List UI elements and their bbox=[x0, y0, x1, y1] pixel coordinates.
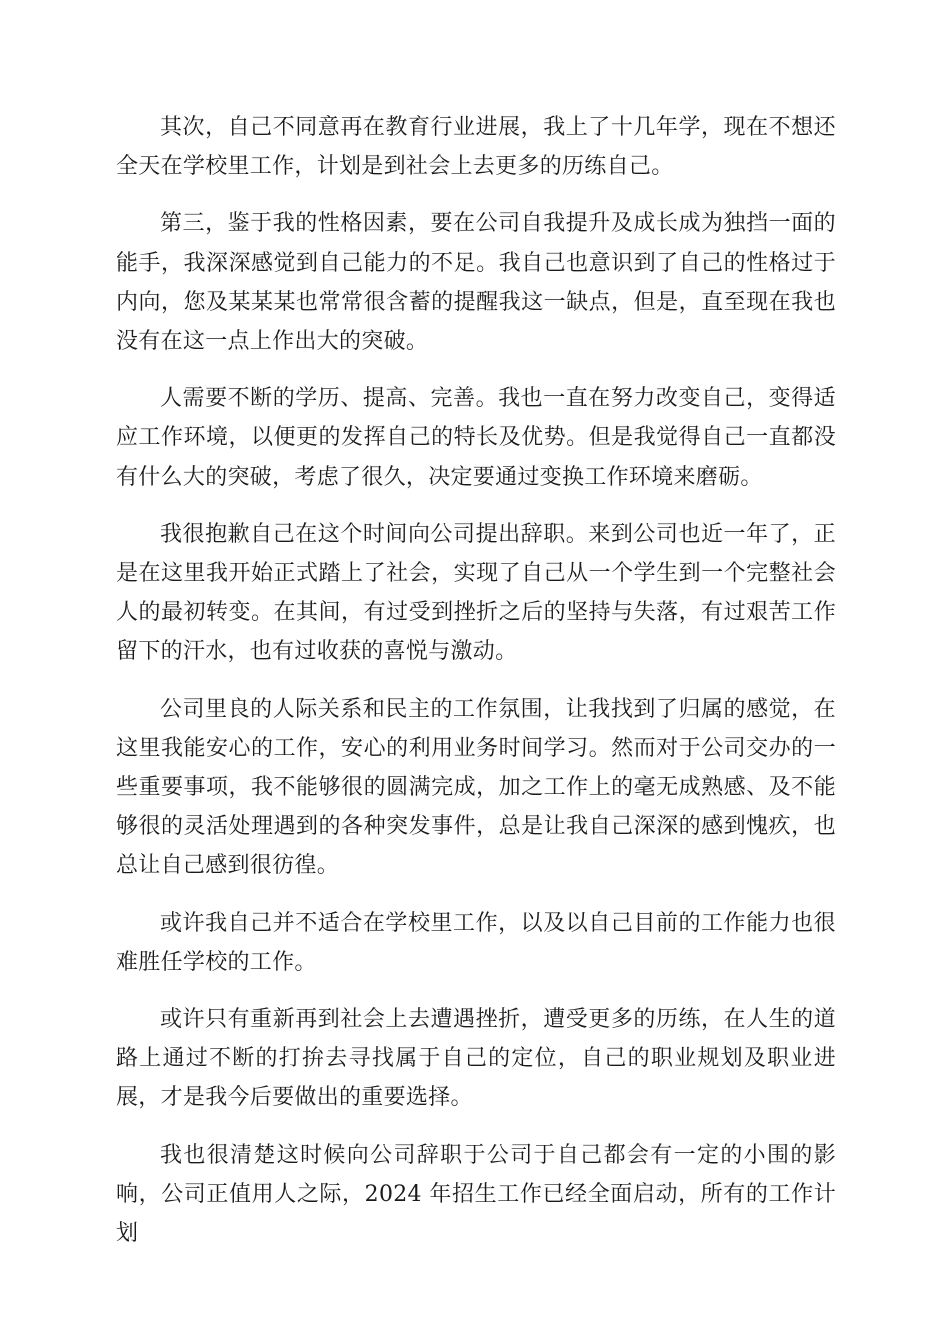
paragraph-1: 其次，自己不同意再在教育行业进展，我上了十几年学，现在不想还全天在学校里工作，计划是到社会上去更多的历练自己。 bbox=[116, 115, 836, 180]
paragraph-3: 人需要不断的学历、提高、完善。我也一直在努力改变自己，变得适应工作环境，以便更的发挥自己的特长及优势。但是我觉得自己一直都没有什么大的突破，考虑了很久，决定要通过变换工作环境来磨砺。 bbox=[116, 386, 836, 490]
paragraph-7: 或许只有重新再到社会上去遭遇挫折，遭受更多的历练，在人生的道路上通过不断的打拚去寻找属于自己的定位，自己的职业规划及职业进展，才是我今后要做出的重要选择。 bbox=[116, 1007, 836, 1111]
paragraph-6: 或许我自己并不适合在学校里工作，以及以自己目前的工作能力也很难胜任学校的工作。 bbox=[116, 910, 836, 975]
paragraph-5: 公司里良的人际关系和民主的工作氛围，让我找到了归属的感觉，在这里我能安心的工作，安心的利用业务时间学习。然而对于公司交办的一些重要事项，我不能够很的圆满完成，加之工作上的毫无成熟感、及不能够很的灵活处理遇到的各种突发事件，总是让我自己深深的感到愧疚，也总让自己感到很彷徨。 bbox=[116, 696, 836, 879]
paragraph-8: 我也很清楚这时候向公司辞职于公司于自己都会有一定的小围的影响，公司正值用人之际，2024 年招生工作已经全面启动，所有的工作计划 bbox=[116, 1142, 836, 1247]
document-body bbox=[116, 108, 836, 1271]
paragraph-2: 第三，鉴于我的性格因素，要在公司自我提升及成长成为独挡一面的能手，我深深感觉到自己能力的不足。我自己也意识到了自己的性格过于内向，您及某某某也常常很含蓄的提醒我这一缺点，但是，直至现在我也没有在这一点上作出大的突破。 bbox=[116, 211, 836, 355]
paragraph-4: 我很抱歉自己在这个时间向公司提出辞职。来到公司也近一年了，正是在这里我开始正式踏上了社会，实现了自己从一个学生到一个完整社会人的最初转变。在其间，有过受到挫折之后的坚持与失落，有过艰苦工作留下的汗水，也有过收获的喜悦与激动。 bbox=[116, 521, 836, 665]
